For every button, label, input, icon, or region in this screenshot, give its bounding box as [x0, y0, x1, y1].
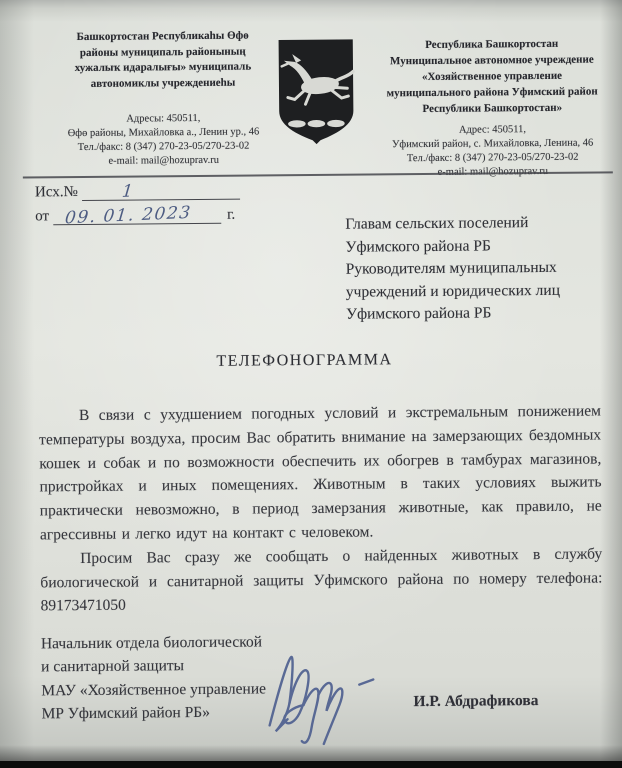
signoff-line: и санитарной защиты: [41, 657, 185, 676]
org-name-line: Республика Башкортостан: [425, 37, 559, 51]
org-name-russian: [368, 35, 617, 117]
org-name-line: Башкортостан Республикаһы Өфө: [76, 29, 249, 44]
signature-scribble: [261, 644, 422, 760]
org-name-line: «Хозяйственное управление: [421, 69, 563, 84]
recipient-line: Уфимского района РБ: [345, 304, 492, 323]
org-name-line: Республики Башкортостан»: [422, 101, 563, 116]
address-line: Өфө районы, Михайловка а., Ленин ур., 46: [67, 126, 260, 140]
outgoing-number-label: Исх.№: [34, 184, 78, 201]
recipient-line: Главам сельских поселений: [345, 214, 529, 233]
letterhead-org-bashkir: [46, 28, 281, 169]
address-line: Тел./факс: 8 (347) 270-23-05/270-23-02: [77, 140, 250, 154]
org-name-line: хужалыҡ идаралығы» муниципаль: [74, 60, 252, 75]
body-paragraph-1: В связи с ухудшением погодных условий и экстремальным понижением температуры воздуха, просим Вас обратить внимание на замерзающих бездомных кошек и собак и по возможности обеспечить их обогрев в тамбурах магазинов, пристройках и иных помещениях. Животным в таких условиях выжить практически невозможно, в период замерзания животные, как правило, не агрессивны и легко идут на контакт с человеком.: [39, 402, 602, 544]
recipients-block: [345, 211, 618, 326]
recipient-line: Руководителям муниципальных: [345, 258, 557, 278]
body-paragraph-2: Просим Вас сразу же сообщать о найденных животных в службу биологической и санитарной защиты Уфимского района по номеру телефона: 89173471050: [40, 545, 603, 615]
address-line: Адресы: 450511,: [126, 112, 201, 125]
outgoing-number-line: [35, 181, 240, 202]
org-name-line: автономиклы учреждениеһы: [90, 76, 236, 90]
signoff-block: [41, 630, 266, 725]
org-name-bashkir: [46, 28, 281, 92]
photo-bottom-edge: [0, 761, 622, 768]
address-line: Тел./факс: 8 (347) 270-23-05/270-23-02: [406, 151, 579, 165]
coat-of-arms-icon: [275, 36, 358, 148]
recipient-line: учреждений и юридических лиц: [345, 281, 561, 301]
org-name-line: районы муниципаль районының: [79, 45, 246, 59]
date-suffix: г.: [226, 206, 236, 223]
signer-name: И.Р. Абдрафикова: [413, 692, 539, 711]
letterhead-org-russian: [368, 35, 617, 180]
letter-body: [39, 399, 603, 618]
date-field: [53, 202, 221, 229]
date-label: от: [35, 208, 50, 225]
email-line: e-mail: mail@hozuprav.ru: [108, 154, 219, 167]
photo-bottom-shadow: [0, 745, 622, 761]
document-title: ТЕЛЕФОНОГРАММА: [216, 351, 393, 370]
address-line: Уфимский район, с. Михайловка, Ленина, 46: [391, 137, 594, 151]
org-name-line: Муниципальное автономное учреждение: [389, 53, 594, 68]
outgoing-number-field: [82, 181, 240, 201]
signoff-line: МАУ «Хозяйственное управление: [41, 680, 267, 699]
signoff-line: Начальник отдела биологической: [40, 633, 263, 653]
outgoing-number-handwritten: 1: [120, 181, 136, 202]
org-name-line: муниципального района Уфимский район: [386, 85, 598, 100]
address-line: Адрес: 450511,: [458, 124, 527, 136]
date-handwritten: 09. 01. 2023: [63, 202, 193, 229]
org-address-bashkir: [46, 111, 280, 169]
recipient-line: Уфимского района РБ: [345, 236, 491, 256]
signoff-line: МР Уфимский район РБ»: [41, 703, 210, 723]
date-line: [35, 202, 236, 229]
